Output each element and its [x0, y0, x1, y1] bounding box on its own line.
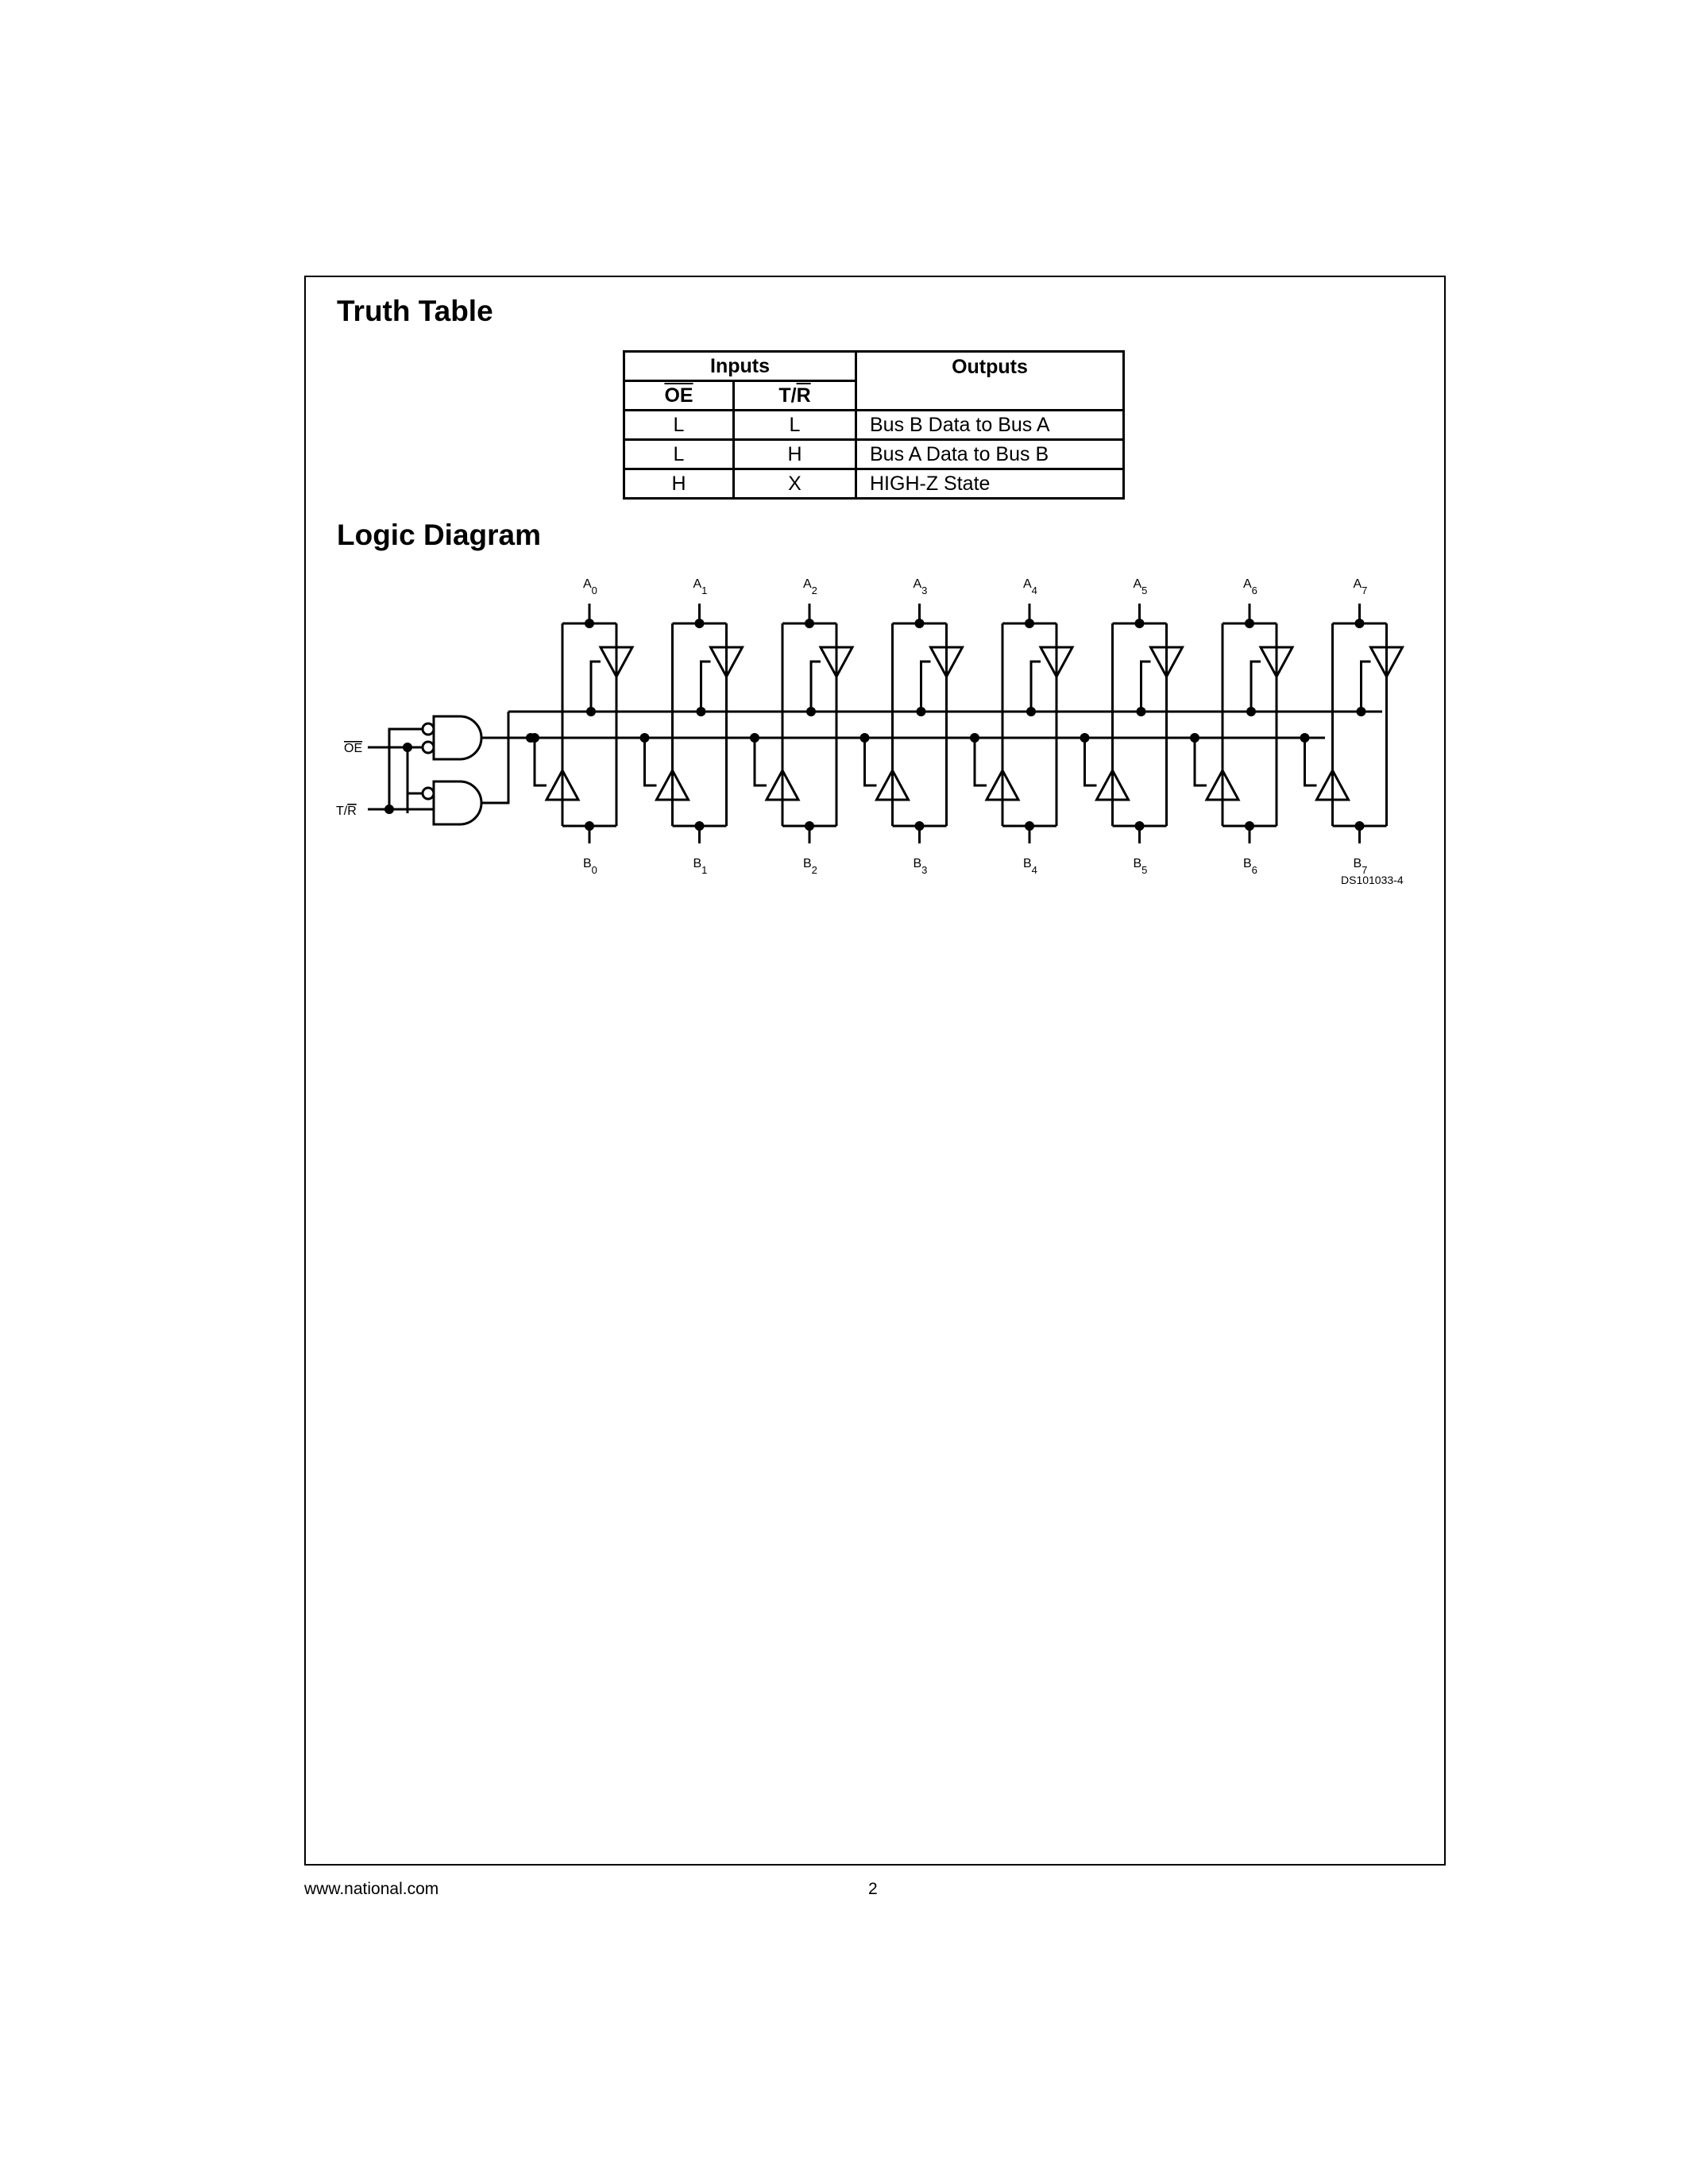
inversion-bubble-icon: [423, 788, 434, 799]
inversion-bubble-icon: [423, 723, 434, 735]
oe-column-header: $\overline{OE}$: [624, 381, 734, 411]
wire: [755, 738, 767, 785]
wire: [1305, 738, 1317, 785]
junction-dot: [585, 821, 594, 831]
b-pin-label: $B_3$: [913, 857, 928, 876]
control-gate-top-icon: [434, 716, 481, 759]
wire: [1141, 662, 1151, 712]
junction-dot: [1245, 821, 1254, 831]
wire: [865, 738, 877, 785]
junction-dot: [915, 821, 925, 831]
a-pin-label: $A_0$: [583, 577, 597, 596]
b-pin-label: $B_7$: [1353, 857, 1368, 876]
drawing-code: DS101033-4: [1341, 874, 1404, 886]
b-pin-label: $B_6$: [1243, 857, 1257, 876]
outputs-header: Outputs: [856, 352, 1124, 411]
junction-dot: [526, 733, 535, 743]
wire: [1362, 662, 1371, 712]
wire: [1031, 662, 1041, 712]
a-pin-label: $A_6$: [1243, 577, 1257, 596]
a-pin-label: $A_5$: [1133, 577, 1148, 596]
junction-dot: [695, 619, 705, 628]
junction-dot: [805, 821, 814, 831]
wire: [1195, 738, 1207, 785]
a-pin-label: $A_4$: [1023, 577, 1037, 596]
junction-dot: [1135, 821, 1145, 831]
page-number: 2: [868, 1880, 878, 1898]
oe-cell: H: [624, 469, 734, 499]
wire: [645, 738, 657, 785]
footer-url: www.national.com: [304, 1880, 439, 1898]
wire: [701, 662, 711, 712]
logic-diagram: [0, 0, 1688, 913]
inputs-header: Inputs: [624, 352, 856, 381]
output-cell: HIGH-Z State: [856, 469, 1124, 499]
control-gate-bottom-icon: [434, 781, 481, 824]
b-pin-label: $B_0$: [583, 857, 597, 876]
junction-dot: [1025, 619, 1034, 628]
wire: [535, 738, 547, 785]
output-cell: Bus B Data to Bus A: [856, 411, 1124, 440]
oe-label: OE: [344, 742, 363, 755]
output-cell: Bus A Data to Bus B: [856, 440, 1124, 469]
wire: [389, 729, 423, 809]
tr-cell: H: [734, 440, 856, 469]
b-pin-label: $B_5$: [1133, 857, 1148, 876]
truth-table-title: Truth Table: [337, 295, 493, 327]
a-pin-label: $A_2$: [803, 577, 817, 596]
junction-dot: [1135, 619, 1145, 628]
junction-dot: [915, 619, 925, 628]
junction-dot: [585, 619, 594, 628]
wire: [591, 662, 601, 712]
junction-dot: [1355, 619, 1365, 628]
junction-dot: [1245, 619, 1254, 628]
junction-dot: [695, 821, 705, 831]
logic-diagram-title: Logic Diagram: [337, 519, 541, 551]
a-pin-label: $A_7$: [1353, 577, 1368, 596]
wire: [481, 712, 508, 803]
b-pin-label: $B_2$: [803, 857, 817, 876]
oe-cell: L: [624, 411, 734, 440]
junction-dot: [1025, 821, 1034, 831]
oe-cell: L: [624, 440, 734, 469]
wire: [811, 662, 821, 712]
wire: [1251, 662, 1261, 712]
tr-label: T/R: [336, 805, 357, 818]
tr-column-header: $T/\overline{R}$: [734, 381, 856, 411]
a-pin-label: $A_3$: [913, 577, 928, 596]
wire: [408, 747, 423, 793]
wire: [975, 738, 987, 785]
inversion-bubble-icon: [423, 742, 434, 753]
tr-cell: X: [734, 469, 856, 499]
b-pin-label: $B_4$: [1023, 857, 1037, 876]
tr-cell: L: [734, 411, 856, 440]
b-pin-label: $B_1$: [693, 857, 708, 876]
wire: [1085, 738, 1097, 785]
a-pin-label: $A_1$: [693, 577, 708, 596]
wire: [921, 662, 931, 712]
junction-dot: [1355, 821, 1365, 831]
junction-dot: [805, 619, 814, 628]
